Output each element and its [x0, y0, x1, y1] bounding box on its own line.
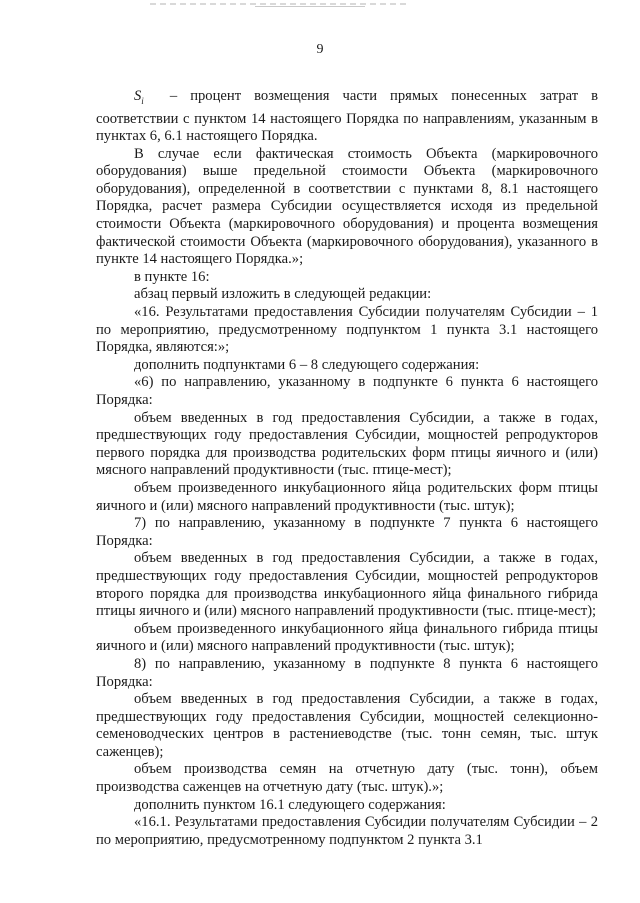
paragraph: В случае если фактическая стоимость Объекта (маркировочного оборудования) выше предельной стоимости Объекта (маркировочного оборудования), определенной в соответствии с пунктами 8, 8.1 настоящего Порядка, расчет размера Субсидии осуществляется исходя из предельной стоимости Объекта (маркировочного оборудования) и процента возмещения фактической стоимости Объекта (маркировочного оборудования), указанного в пункте 14 настоящего Порядка.»;: [96, 145, 598, 268]
paragraph: объем производства семян на отчетную дату (тыс. тонн), объем производства саженцев на отчетную дату (тыс. штук).»;: [96, 761, 598, 796]
page-number: 9: [316, 42, 324, 57]
paragraph: «16. Результатами предоставления Субсидии получателям Субсидии – 1 по мероприятию, предусмотренному подпунктом 1 пункта 3.1 настоящего Порядка, являются:»;: [96, 304, 598, 356]
scan-artifact: [255, 6, 365, 7]
paragraph: «6) по направлению, указанному в подпункте 6 пункта 6 настоящего Порядка:: [96, 374, 598, 408]
paragraph: 7) по направлению, указанному в подпункте 7 пункта 6 настоящего Порядка:: [96, 515, 598, 549]
paragraph: в пункте 16:: [134, 268, 210, 285]
paragraph: объем произведенного инкубационного яйца финального гибрида птицы яичного и (или) мясного направлений продуктивности (тыс. штук);: [96, 620, 598, 655]
paragraph: 8) по направлению, указанному в подпункте 8 пункта 6 настоящего Порядка:: [96, 655, 598, 690]
formula-variable: $S_i$: [134, 88, 144, 106]
paragraph: $S_i$ – процент возмещения части прямых понесенных затрат в соответствии с пунктом 14 настоящего Порядка по направлениям, указанным в пунктах 6, 6.1 настоящего Порядка.: [96, 88, 598, 145]
paragraph: объем введенных в год предоставления Субсидии, а также в годах, предшествующих году предоставления Субсидии, мощностей репродукторов второго порядка для производства инкубационного яйца финального гибрида птицы яичного и (или) мясного направлений продуктивности (тыс. птице-мест);: [96, 550, 598, 620]
paragraph: объем введенных в год предоставления Субсидии, а также в годах, предшествующих году предоставления Субсидии, мощностей репродукторов первого порядка для производства родительских форм птицы яичного и (или) мясного направлений продуктивности (тыс. птице-мест);: [96, 409, 598, 479]
paragraph: объем произведенного инкубационного яйца родительских форм птицы яичного и (или) мясного направлений продуктивности (тыс. штук);: [96, 479, 598, 514]
document-body: [96, 88, 598, 849]
paragraph: «16.1. Результатами предоставления Субсидии получателям Субсидии – 2 по мероприятию, предусмотренному подпунктом 2 пункта 3.1: [96, 814, 598, 848]
paragraph: дополнить подпунктами 6 – 8 следующего содержания:: [134, 356, 480, 373]
paragraph: объем введенных в год предоставления Субсидии, а также в годах, предшествующих году предоставления Субсидии, мощностей селекционно-семеноводческих центров в растениеводстве (тыс. тонн семян, тыс. штук саженцев);: [96, 691, 598, 760]
paragraph: дополнить пунктом 16.1 следующего содержания:: [134, 796, 446, 813]
paragraph: абзац первый изложить в следующей редакции:: [134, 286, 432, 303]
scan-artifact: [150, 3, 410, 5]
